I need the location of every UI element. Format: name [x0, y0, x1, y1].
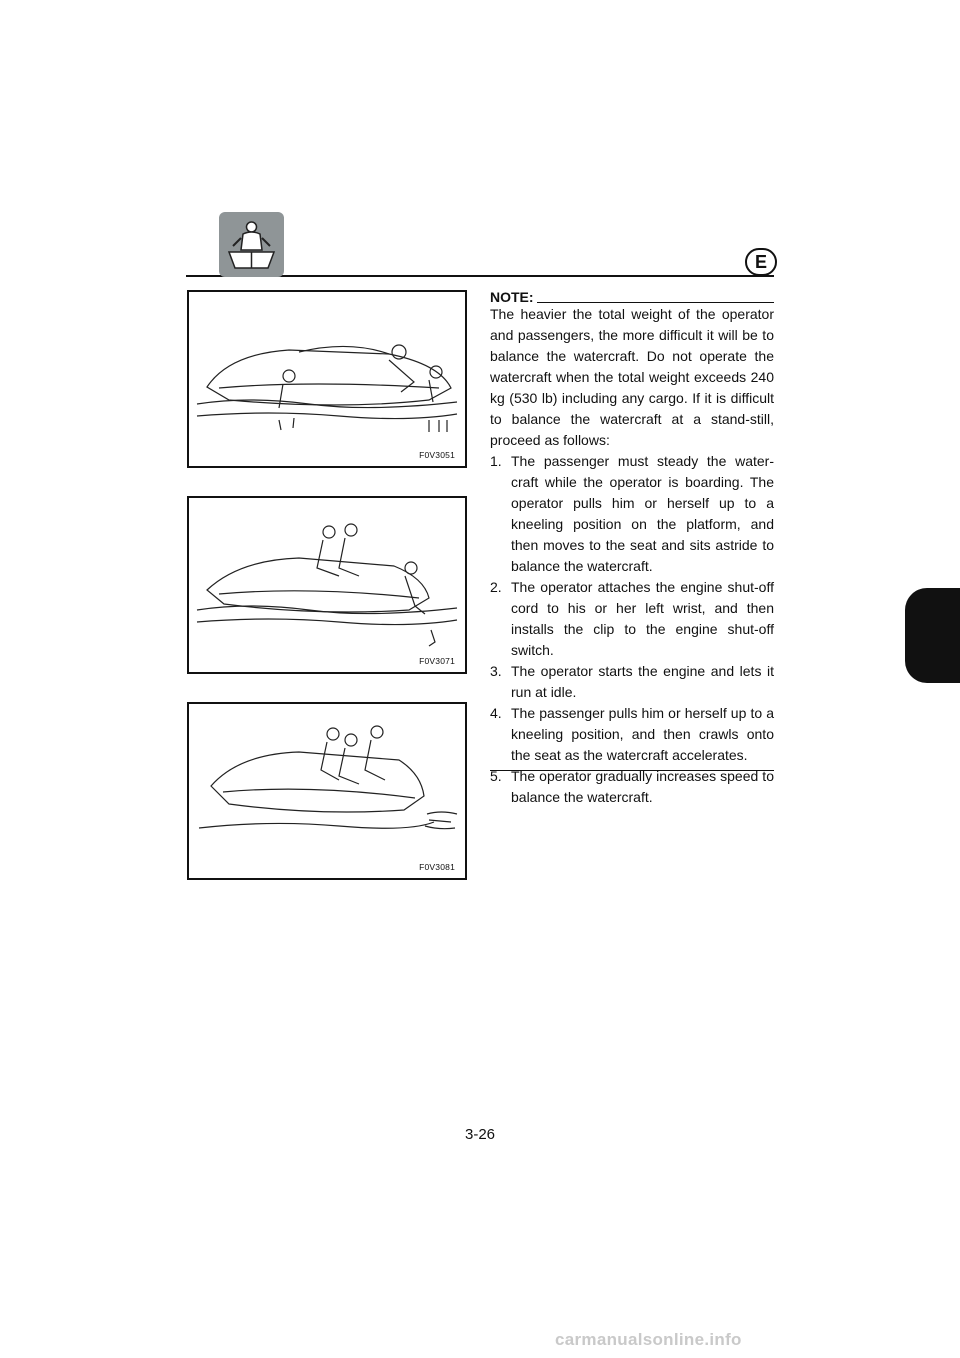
step-number: 3. [490, 663, 502, 679]
note-steps [490, 451, 774, 808]
note-step [490, 703, 774, 766]
step-text: The passenger pulls him or herself up to a kneeling position, and then crawls onto the seat as the watercraft accelerates. [511, 705, 774, 763]
step-text: The operator attaches the engine shut-off cord to his or her left wrist, and then installs the clip to the engine shut-off switch. [511, 579, 774, 658]
figure-code: F0V3071 [419, 656, 455, 666]
note-step [490, 451, 774, 577]
step-number: 2. [490, 579, 502, 595]
figure-passenger-steadies [187, 496, 467, 674]
note-step [490, 766, 774, 808]
note-heading-rule [537, 302, 774, 303]
step-text: The operator gradually increases speed to balance the watercraft. [511, 768, 774, 805]
note-body [490, 304, 774, 808]
step-number: 5. [490, 768, 502, 784]
note-intro: The heavier the total weight of the operator and passengers, the more difficult it will be to balance the watercraft. Do not operate the watercraft when the total weight exceeds 240 kg (530 lb) including any cargo. If it is difficult to balance the watercraft at a stand-still, proceed as follows: [490, 306, 774, 448]
figure-code: F0V3051 [419, 450, 455, 460]
steady-illustration [189, 498, 465, 672]
note-step [490, 577, 774, 661]
boarding-illustration [189, 292, 465, 466]
figure-underway [187, 702, 467, 880]
page-number: 3-26 [464, 1126, 496, 1143]
step-text: The operator starts the engine and lets it run at idle. [511, 663, 774, 700]
chapter-tab [905, 588, 960, 683]
step-number: 1. [490, 453, 502, 469]
language-badge: E [745, 248, 777, 276]
note-end-rule [490, 770, 774, 771]
underway-illustration [189, 704, 465, 878]
step-number: 4. [490, 705, 502, 721]
watercraft-rider-icon [219, 212, 284, 277]
figure-boarding-operator [187, 290, 467, 468]
note-heading [490, 287, 774, 305]
step-text: The passenger must steady the water-craft while the operator is boarding. The operator pulls him or herself up to a kneeling position on the platform, and then moves to the seat and sits astride to balance the watercraft. [511, 453, 774, 574]
note-label: NOTE: [490, 289, 534, 305]
watermark: carmanualsonline.info [555, 1330, 742, 1349]
note-step [490, 661, 774, 703]
figure-code: F0V3081 [419, 862, 455, 872]
